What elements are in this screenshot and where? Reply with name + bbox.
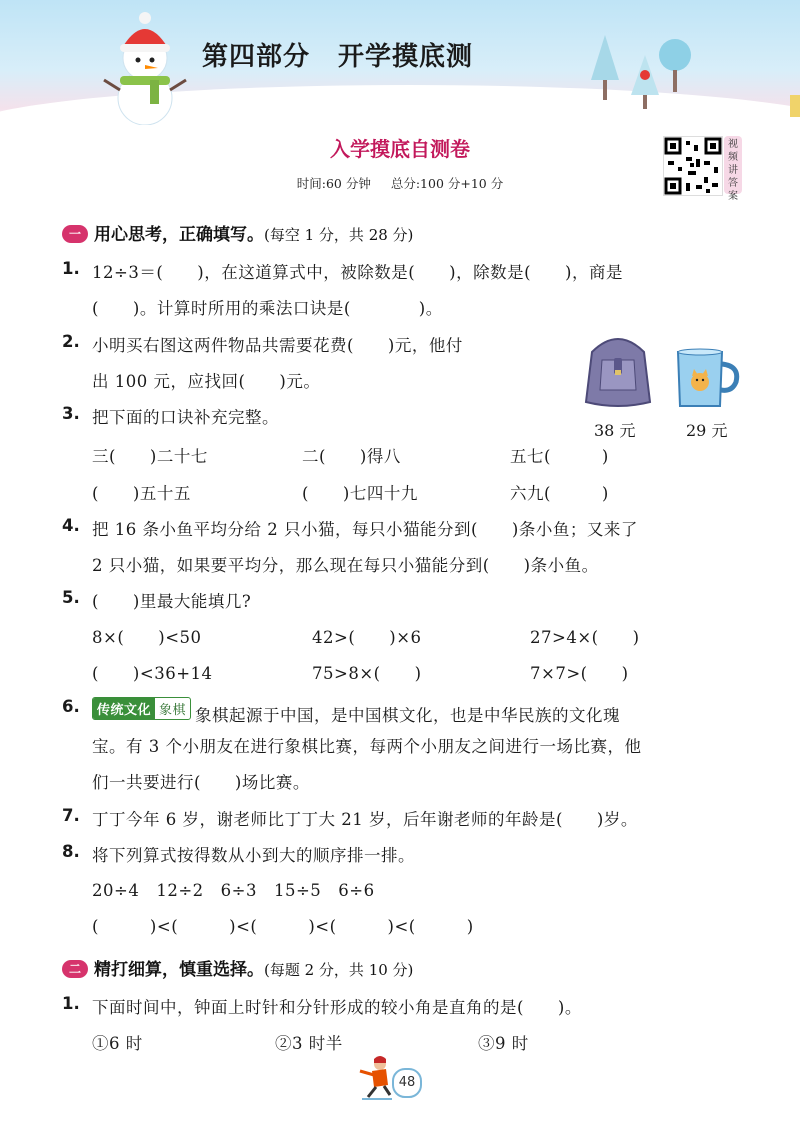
culture-tag-label: 传统文化: [93, 698, 155, 719]
qr-code[interactable]: [663, 136, 723, 196]
s2-q1-number: 1.: [62, 994, 80, 1013]
q5-r1c2: 42>( )×6: [312, 628, 422, 647]
culture-tag-topic: 象棋: [159, 703, 187, 718]
culture-tag: [92, 697, 191, 720]
section2-note: (每题 2 分，共 10 分): [264, 961, 414, 979]
time-limit: 时间:60 分钟: [296, 176, 371, 191]
q5-line1: ( )里最大能填几?: [92, 592, 252, 611]
s2-q1-option2: ②3 时半: [275, 1034, 343, 1053]
section2-heading: [62, 955, 413, 980]
q8-line3: ( )<( )<( )<( )<( ): [92, 917, 474, 936]
q8-line1: 将下列算式按得数从小到大的顺序排一排。: [92, 846, 415, 865]
q7-number: 7.: [62, 806, 80, 825]
q3-line1: 把下面的口诀补充完整。: [92, 408, 279, 427]
backpack-illustration: [578, 330, 658, 410]
q5-r2c1: ( )<36+14: [92, 664, 213, 683]
paper-title: 入学摸底自测卷: [330, 137, 470, 161]
snowman-illustration: [100, 10, 190, 125]
cup-illustration: [672, 348, 742, 410]
q2-line1: 小明买右图这两件物品共需要花费( )元，他付: [92, 336, 463, 355]
q3-r1c3: 五七( ): [510, 447, 609, 466]
q6-line3: 们一共要进行( )场比赛。: [92, 773, 310, 792]
tree-illustration: [585, 25, 695, 110]
section2-title: 精打细算，慎重选择。: [94, 960, 264, 980]
q4-line2: 2 只小猫，如果要平均分，那么现在每只小猫能分到( )条小鱼。: [92, 556, 599, 575]
q7-line1: 丁丁今年 6 岁，谢老师比丁丁大 21 岁，后年谢老师的年龄是( )岁。: [92, 810, 638, 829]
banner-title: [202, 36, 501, 73]
q1-line2: ( )。计算时所用的乘法口诀是( )。: [92, 299, 443, 318]
s2-q1-line1: 下面时间中，钟面上时针和分针形成的较小角是直角的是( )。: [92, 998, 582, 1017]
q6-line2: 宝。有 3 个小朋友在进行象棋比赛，每两个小朋友之间进行一场比赛，他: [92, 737, 642, 756]
page-number: 48: [392, 1068, 422, 1098]
s2-q1-option1: ①6 时: [92, 1034, 143, 1053]
s2-q1-option3: ③9 时: [478, 1034, 529, 1053]
qr-caption: 视频讲答案: [724, 136, 742, 194]
header-banner: [0, 0, 800, 128]
q8-line2: 20÷4 12÷2 6÷3 15÷5 6÷6: [92, 881, 375, 900]
q3-r2c1: ( )五十五: [92, 484, 191, 503]
edge-tab: [790, 95, 800, 117]
section1-title: 用心思考，正确填写。: [94, 225, 264, 245]
q6-line1: 象棋起源于中国，是中国棋文化，也是中华民族的文化瑰: [195, 706, 621, 725]
q3-r2c2: ( )七四十九: [302, 484, 418, 503]
q5-r2c3: 7×7>( ): [530, 664, 629, 683]
q3-r2c3: 六九( ): [510, 484, 609, 503]
cup-price: 29 元: [686, 421, 728, 440]
q5-r1c3: 27>4×( ): [530, 628, 640, 647]
q6-line1-wrap: [92, 697, 620, 726]
section1-heading: [62, 220, 413, 245]
skater-illustration: [352, 1055, 398, 1101]
q2-line2: 出 100 元，应找回( )元。: [92, 372, 321, 391]
q5-number: 5.: [62, 588, 80, 607]
section2-badge: 二: [62, 960, 88, 978]
section1-badge: 一: [62, 225, 88, 243]
q6-number: 6.: [62, 697, 80, 716]
part-title: 开学摸底测: [338, 42, 474, 72]
total-score: 总分:100 分+10 分: [390, 176, 504, 191]
q1-number: 1.: [62, 259, 80, 278]
q4-line1: 把 16 条小鱼平均分给 2 只小猫，每只小猫能分到( )条小鱼；又来了: [92, 520, 638, 539]
q5-r2c2: 75>8×( ): [312, 664, 422, 683]
q3-number: 3.: [62, 404, 80, 423]
q4-number: 4.: [62, 516, 80, 535]
part-label: 第四部分: [202, 42, 311, 72]
q3-r1c1: 三( )二十七: [92, 447, 208, 466]
q3-r1c2: 二( )得八: [302, 447, 401, 466]
q5-r1c1: 8×( )<50: [92, 628, 202, 647]
section1-note: (每空 1 分，共 28 分): [264, 226, 414, 244]
backpack-price: 38 元: [594, 421, 636, 440]
q8-number: 8.: [62, 842, 80, 861]
q2-number: 2.: [62, 332, 80, 351]
q1-line1: 12÷3＝( )，在这道算式中，被除数是( )，除数是( )，商是: [92, 263, 623, 282]
